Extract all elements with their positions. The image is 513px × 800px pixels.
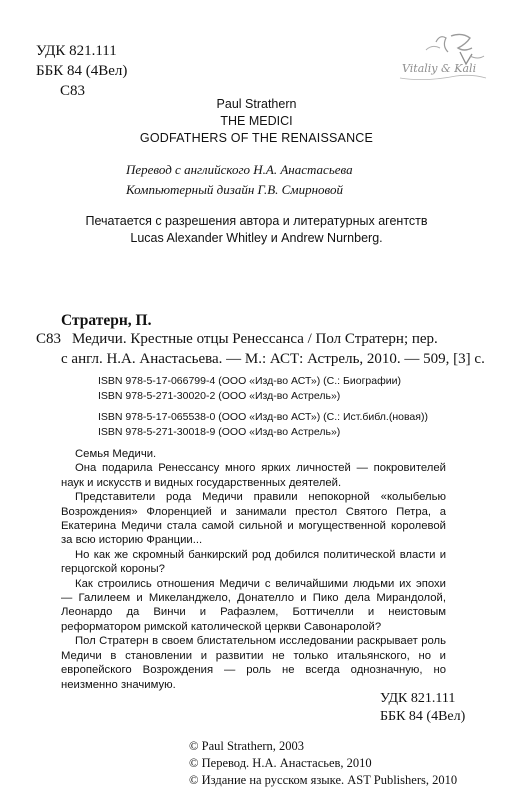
design-credit: Компьютерный дизайн Г.В. Смирновой — [126, 182, 344, 197]
annotation-paragraph: Но как же скромный банкирский род добился политической власти и герцогской короны? — [61, 548, 446, 576]
annotation-paragraph: Пол Стратерн в своем блистательном исследовании раскрывает роль Медичи в становлении и развитии не только итальянского, но и европейского Возрождения — роль не всегда однозначную, но неизменно значимую. — [61, 635, 446, 691]
translation-credit: Перевод с английского Н.А. Анастасьева — [126, 162, 353, 177]
annotation-paragraph: Она подарила Ренессансу много ярких личностей — покровителей наук и искусств и видных государственных деятелей. — [61, 462, 446, 489]
isbn-line: ISBN 978-5-271-30020-2 (ООО «Изд-во Астрель») — [98, 390, 341, 402]
biblio-line-2: с англ. Н.А. Анастасьева. — М.: АСТ: Астрель, 2010. — 509, [3] с. — [61, 351, 485, 367]
author-heading: Стратерн, П. — [61, 312, 152, 329]
author-mark: С83 — [36, 331, 62, 347]
annotation — [61, 447, 446, 692]
bbk-code-bottom: ББК 84 (4Вел) — [380, 709, 466, 724]
isbn-line: ISBN 978-5-271-30018-9 (ООО «Изд-во Астрель») — [98, 426, 341, 438]
bbk-code-top: ББК 84 (4Вел) — [36, 63, 128, 79]
stamp-graphic — [396, 30, 492, 88]
original-author: Paul Strathern — [216, 97, 297, 111]
isbn-line: ISBN 978-5-17-065538-0 (ООО «Изд-во АСТ») (С.: Ист.библ.(новая)) — [98, 411, 428, 423]
udk-code-top: УДК 821.111 — [36, 43, 117, 59]
original-title: THE MEDICI — [220, 114, 293, 128]
original-subtitle: GODFATHERS OF THE RENAISSANCE — [139, 131, 374, 145]
isbn-line: ISBN 978-5-17-066799-4 (ООО «Изд-во АСТ») (С.: Биографии) — [98, 375, 401, 387]
copyright-line: © Paul Strathern, 2003 — [189, 739, 305, 753]
permission-line-2: Lucas Alexander Whitley и Andrew Nurnberg. — [130, 231, 383, 245]
udk-code-bottom: УДК 821.111 — [380, 691, 456, 706]
owner-stamp — [396, 30, 492, 88]
copyright-line: © Перевод. Н.А. Анастасьев, 2010 — [189, 756, 372, 770]
annotation-paragraph: Представители рода Медичи правили непокорной «колыбелью Возрождения» Флоренцией и занимали престол Святого Петра, а Екатерина Медичи стала самой сильной и могущественной королевой за всю историю Франции... — [61, 491, 446, 547]
copyright-line: © Издание на русском языке. AST Publishers, 2010 — [189, 773, 458, 787]
annotation-paragraph: Как строились отношения Медичи с величайшими людьми их эпохи — Галилеем и Микеланджело, Донателло и Пико дела Мирандолой, Леонардо да Винчи и Рафаэлем, Боттичелли и неистовым реформатором римской католической церкви Савонаролой? — [61, 577, 446, 633]
biblio-line-1: Медичи. Крестные отцы Ренессанса / Пол Стратерн; пер. — [72, 331, 438, 347]
stamp-text: Vitaliy & Kali — [402, 62, 477, 75]
annotation-paragraph: Семья Медичи. — [75, 448, 157, 460]
author-mark-top: С83 — [60, 83, 86, 99]
permission-line-1: Печатается с разрешения автора и литературных агентств — [85, 214, 428, 228]
